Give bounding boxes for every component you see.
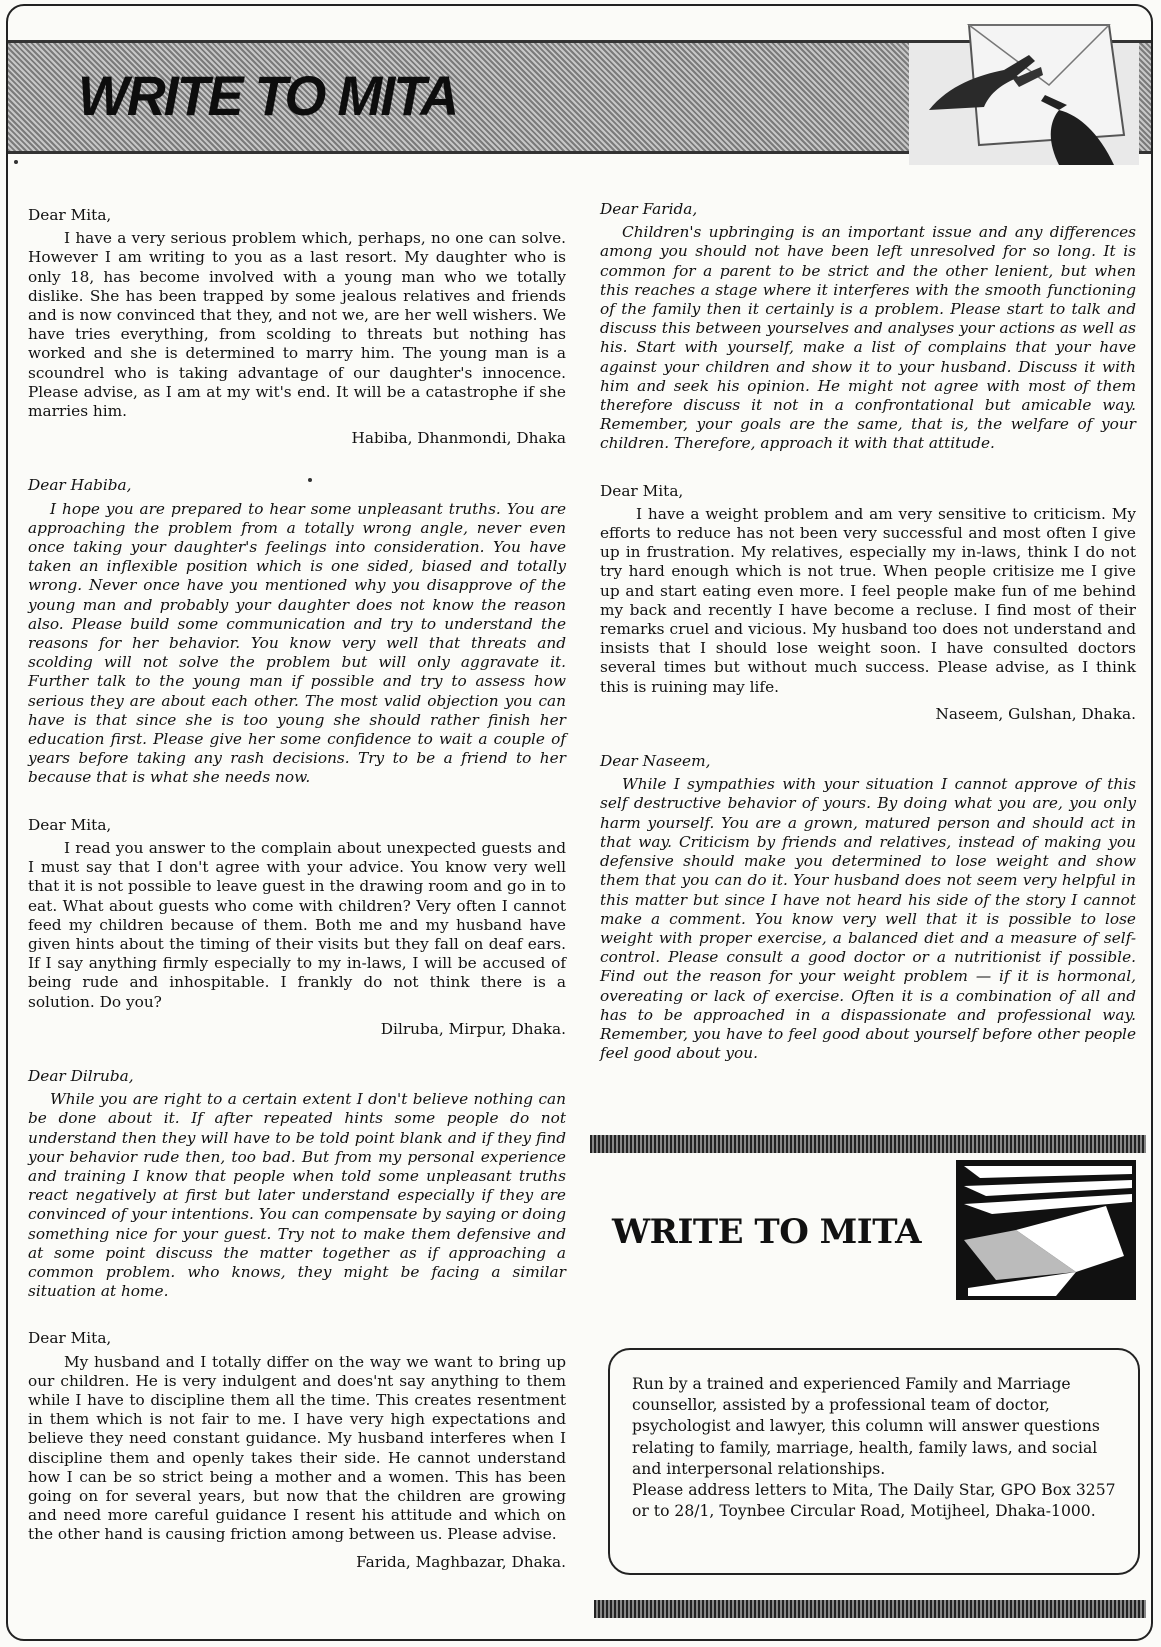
letter-salutation: Dear Mita, [28,1329,112,1348]
letter-salutation: Dear Mita, [28,206,112,224]
logo-block [612,1160,1152,1300]
letter-salutation: Dear Mita, [28,815,112,834]
letter-body: I read you answer to the complain about unexpected guests and I must say that I don't agree with your advice. You know very well that it is not possible to leave guest in the drawing room and go in to eat. What about guests who come with children? Very often I cannot feed my children because of them. Both me and my husband have given hints about the timing of their visits but they fall on deaf ears. If I say anything firmly especially to my in-laws, I will be accused of being rude and inhospitable. I frankly do not think there is a solution. Do you? [28,838,566,1011]
letter-signature: Dilruba, Mirpur, Dhaka. [380,1019,566,1038]
reply-salutation: Dear Farida, [600,200,698,218]
letter-salutation: Dear Mita, [600,481,684,500]
logo-title: WRITE TO MITA [612,1212,922,1252]
letter-body: I have a very serious problem which, perhaps, no one can solve. However I am writing to you as a last resort. My daughter who is only 18, has become involved with a young man who we totally dislike. She has been trapped by some jealous relatives and friends and is now convinced that they, and not we, are her well wishers. We have tries everything, from scolding to threats but nothing has worked and she is determined to marry him. The young man is a scoundrel who is taking advantage of our daughter's innocence. Please advise, as I am at my wit's end. It will be a catastrophe if she marries him. [28,229,566,421]
letter-signature: Habiba, Dhanmondi, Dhaka [351,429,566,448]
letter-signature: Farida, Maghbazar, Dhaka. [356,1552,566,1571]
reply-salutation: Dear Habiba, [28,476,132,495]
info-description: Run by a trained and experienced Family and Marriage counsellor, assisted by a professional team of doctor, psychologist and lawyer, this column will answer questions relating to family, marriage, health, family laws, and social and interpersonal relationships. [632,1375,1100,1478]
letter-signature: Naseem, Gulshan, Dhaka. [935,704,1136,723]
reply [600,200,1136,454]
divider-stripe [590,1135,1146,1153]
info-address: Please address letters to Mita, The Daily Star, GPO Box 3257 or to 28/1, Toynbee Circular Road, Motijheel, Dhaka-1000. [632,1481,1116,1521]
reply-salutation: Dear Dilruba, [28,1066,134,1085]
hand-letter-icon [909,15,1139,165]
info-box [608,1348,1140,1575]
letter [28,816,566,1039]
abstract-logo-icon [956,1160,1136,1300]
header-banner [8,40,1151,154]
letter-body: I have a weight problem and am very sensitive to criticism. My efforts to reduce has not been very successful and most often I give up in frustration. My relatives, especially my in-laws, think I do not try hard enough which is not true. When people critisize me I give up and start eating even more. I feel people make fun of me behind my back and recently I have become a recluse. I find most of their remarks cruel and vicious. My husband too does not understand and insists that I should lose weight soon. I have consulted doctors several times but without much success. Please advise, as I think this is ruining may life. [600,504,1136,696]
letter [600,482,1136,724]
reply-body: Children's upbringing is an important issue and any differences among you should not have been left unresolved for so long. It is common for a parent to be strict and the other lenient, but when this reaches a stage where it interferes with the smooth functioning of the family then it certainly is a problem. Please start to talk and discuss this between yourselves and analyses your actions as well as his. Start with yourself, make a list of complains that your have against your children and show it to your husband. Discuss it with him and seek his opinion. He might not agree with most of them therefore discuss it not in a confrontational but amicable way. Remember, your goals are the same, that is, the welfare of your children. Therefore, approach it with that attitude. [600,223,1136,453]
reply [28,1067,566,1301]
reply-salutation: Dear Naseem, [600,752,711,771]
reply [28,476,566,787]
speck [14,160,18,164]
reply-body: While I sympathies with your situation I cannot approve of this self destructive behavior of yours. By doing what you are, you only harm yourself. You are a grown, matured person and should act in that way. Criticism by friends and relatives, instead of making you defensive should make you determined to lose weight and show them that you can do it. Your husband does not seem very helpful in this matter but since I have not heard his side of the story I cannot make a comment. You know very well that it is possible to lose weight with proper exercise, a balanced diet and a measure of self-control. Please consult a good doctor or a nutritionist if possible. Find out the reason for your weight problem — if it is hormonal, overeating or lack of exercise. Often it is a combination of all and has to be approached in a dispassionate and professional way. Remember, you have to feel good about yourself before other people feel good about you. [600,775,1136,1063]
letter [28,206,566,448]
header-title: WRITE TO MITA [78,64,458,127]
left-column [28,206,566,1572]
letter-body: My husband and I totally differ on the way we want to bring up our children. He is very indulgent and does'nt say anything to them while I have to discipline them all the time. This creates resentment in them which is not fair to me. I have very high expectations and believe they need constant guidance. My husband interferes when I discipline them and openly takes their side. He cannot understand how I can be so strict being a mother and a women. This has been going on for several years, but now that the children are growing and need more careful guidance I resent his attitude and which on the other hand is causing friction among between us. Please advise. [28,1352,566,1544]
right-column [600,200,1136,1063]
letter [28,1329,566,1571]
reply-body: While you are right to a certain extent I don't believe nothing can be done about it. If after repeated hints some people do not understand then they will have to be told point blank and if they find your behavior rude then, too bad. But from my personal experience and training I know that people when told some unpleasant truths react negatively at first but later understand especially if they are convinced of your intentions. You can compensate by saying or doing something nice for your guest. Try not to make them defensive and at some point discuss the matter together as if approaching a common problem. who knows, they might be facing a similar situation at home. [28,1090,566,1301]
bottom-stripe [594,1600,1146,1618]
reply-body: I hope you are prepared to hear some unpleasant truths. You are approaching the problem from a totally wrong angle, never even once taking your daughter's feelings into consideration. You have taken an inflexible position which is one sided, biased and totally wrong. Never once have you mentioned why you disapprove of the young man and probably your daughter does not know the reason also. Please build some communication and try to understand the reasons for her behavior. You know very well that threats and scolding will not solve the problem but will only aggravate it. Further talk to the young man if possible and try to assess how serious they are about each other. The most valid objection you can have is that since she is too young she should rather finish her education first. Please give her some confidence to wait a couple of years before taking any rash decisions. Try to be a friend to her because that is what she needs now. [28,499,566,787]
reply [600,752,1136,1063]
